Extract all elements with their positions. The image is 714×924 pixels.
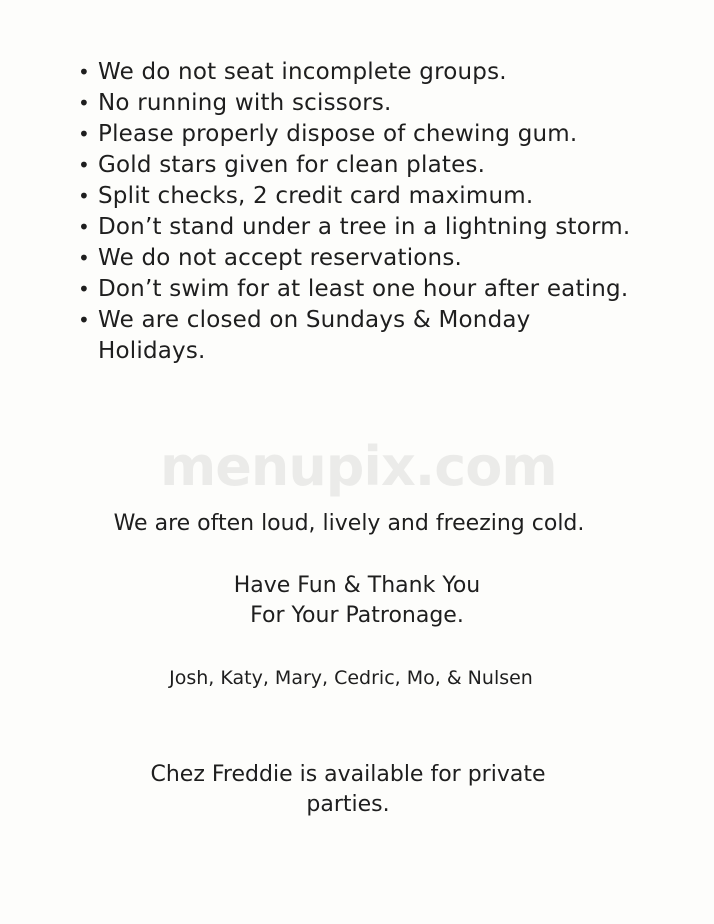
private-parties-line-2: parties. — [306, 792, 390, 817]
rule-text: Please properly dispose of chewing gum. — [98, 121, 578, 147]
rule-item — [78, 212, 638, 243]
rule-text: We are closed on Sundays & Monday Holidays. — [98, 307, 531, 364]
rule-text: Don’t stand under a tree in a lightning storm. — [98, 214, 631, 240]
bullet-icon: • — [78, 91, 90, 115]
rule-item — [78, 119, 638, 150]
rule-item — [78, 57, 638, 88]
private-parties-line-1: Chez Freddie is available for private — [150, 762, 546, 787]
rule-item — [78, 88, 638, 119]
bullet-icon: • — [78, 122, 90, 146]
private-parties-note — [0, 760, 705, 820]
bullet-icon: • — [78, 60, 90, 84]
thank-you-message — [0, 571, 714, 631]
rule-text: We do not accept reservations. — [98, 245, 463, 271]
rule-item — [78, 181, 638, 212]
bullet-icon: • — [78, 308, 90, 332]
rule-text: Split checks, 2 credit card maximum. — [98, 183, 534, 209]
thank-you-line-2: For Your Patronage. — [250, 603, 464, 628]
tagline-text: We are often loud, lively and freezing cold. — [113, 511, 585, 536]
rule-text: No running with scissors. — [98, 90, 392, 116]
bullet-icon: • — [78, 277, 90, 301]
rule-item — [78, 274, 638, 305]
staff-signature: Josh, Katy, Mary, Cedric, Mo, & Nulsen — [169, 667, 533, 689]
menupix-watermark: menupix.com — [160, 435, 557, 498]
rule-text: Don’t swim for at least one hour after eating. — [98, 276, 629, 302]
house-rules-list — [78, 57, 638, 367]
bullet-icon: • — [78, 215, 90, 239]
rule-item — [78, 243, 638, 274]
thank-you-line-1: Have Fun & Thank You — [233, 573, 481, 598]
bullet-icon: • — [78, 153, 90, 177]
rule-item — [78, 150, 638, 181]
bullet-icon: • — [78, 184, 90, 208]
bullet-icon: • — [78, 246, 90, 270]
rule-text: Gold stars given for clean plates. — [98, 152, 486, 178]
rule-item — [78, 305, 638, 367]
rule-text: We do not seat incomplete groups. — [98, 59, 507, 85]
